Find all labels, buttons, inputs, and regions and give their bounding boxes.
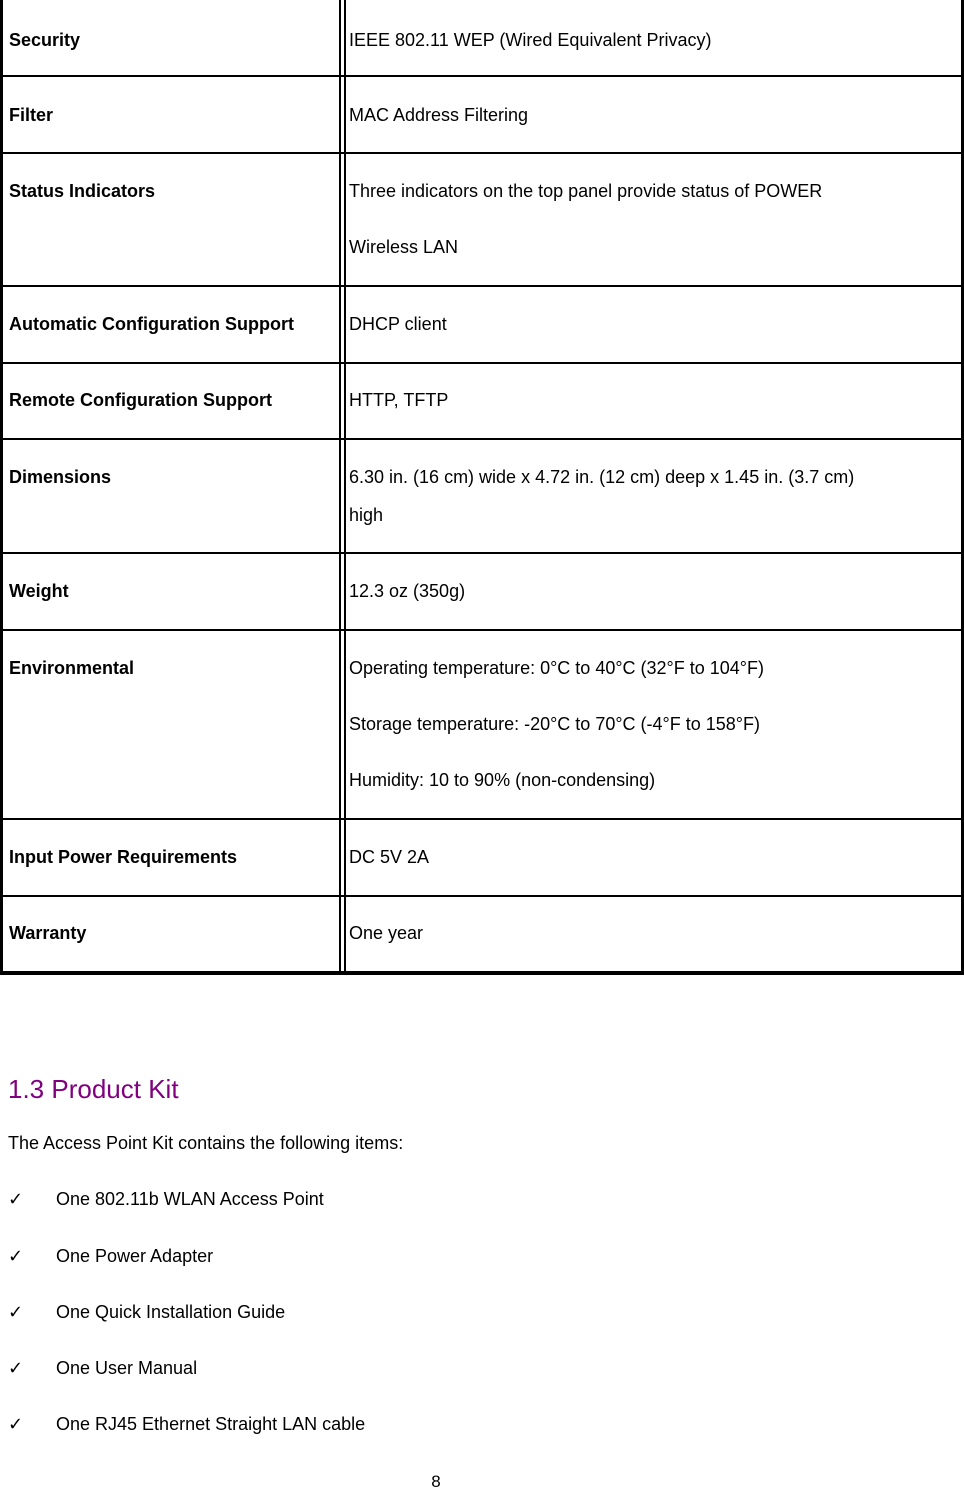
list-item: ✓ One User Manual [8, 1358, 198, 1379]
check-icon: ✓ [8, 1189, 24, 1210]
spec-label: Weight [0, 554, 341, 629]
spec-label: Input Power Requirements [0, 820, 341, 895]
spec-value: 12.3 oz (350g) [344, 554, 964, 629]
spec-value: IEEE 802.11 WEP (Wired Equivalent Privacy) [344, 0, 964, 75]
list-item: ✓ One 802.11b WLAN Access Point [8, 1189, 324, 1210]
section-title: 1.3 Product Kit [8, 1074, 179, 1104]
spec-value: 6.30 in. (16 cm) wide x 4.72 in. (12 cm) deep x 1.45 in. (3.7 cm) high [344, 440, 964, 552]
list-item: ✓ One RJ45 Ethernet Straight LAN cable [8, 1414, 366, 1435]
spec-value: Three indicators on the top panel provide status of POWER Wireless LAN [344, 154, 964, 285]
spec-label: Dimensions [0, 440, 341, 552]
check-icon: ✓ [8, 1302, 24, 1323]
spec-row-weight [0, 554, 964, 631]
check-icon: ✓ [8, 1246, 24, 1267]
spec-row-environmental [0, 631, 964, 820]
spec-row-security [0, 0, 964, 77]
spec-label: Remote Configuration Support [0, 364, 341, 438]
spec-value: MAC Address Filtering [344, 77, 964, 152]
check-icon: ✓ [8, 1414, 24, 1435]
spec-row-auto-config [0, 287, 964, 364]
spec-value: One year [344, 897, 964, 971]
spec-value: HTTP, TFTP [344, 364, 964, 438]
spec-value: DC 5V 2A [344, 820, 964, 895]
spec-row-remote-config [0, 364, 964, 440]
spec-label: Automatic Configuration Support [0, 287, 341, 362]
spec-label: Filter [0, 77, 341, 152]
spec-row-input-power [0, 820, 964, 897]
spec-value: DHCP client [344, 287, 964, 362]
spec-row-filter [0, 77, 964, 154]
section-intro: The Access Point Kit contains the following items: [8, 1133, 404, 1153]
spec-row-dimensions [0, 440, 964, 554]
spec-label: Status Indicators [0, 154, 341, 285]
spec-row-warranty [0, 897, 964, 975]
spec-label: Warranty [0, 897, 341, 971]
spec-label: Environmental [0, 631, 341, 818]
spec-label: Security [0, 0, 341, 75]
page-number: 8 [431, 1472, 441, 1491]
spec-value: Operating temperature: 0°C to 40°C (32°F to 104°F) Storage temperature: -20°C to 70°C (-4°F to 158°F) Humidity: 10 to 90% (non-condensing) [344, 631, 964, 818]
check-icon: ✓ [8, 1358, 24, 1379]
list-item: ✓ One Quick Installation Guide [8, 1302, 286, 1323]
list-item: ✓ One Power Adapter [8, 1246, 214, 1267]
spec-row-status-indicators [0, 154, 964, 287]
